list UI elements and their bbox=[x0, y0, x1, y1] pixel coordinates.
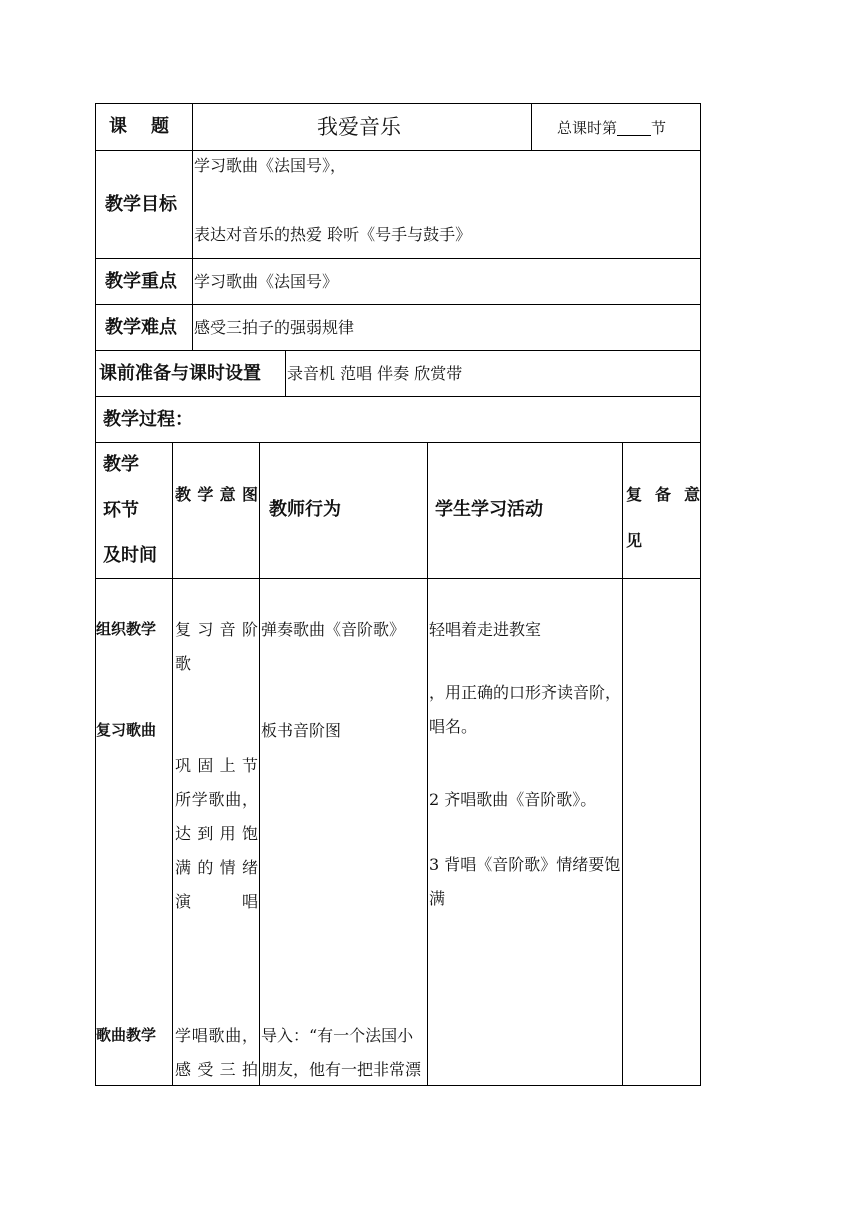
prep-label: 课前准备与课时设置 bbox=[99, 363, 261, 384]
stage-review-song: 复习歌曲 bbox=[96, 721, 157, 739]
difficulty-label: 教学难点 bbox=[105, 317, 177, 338]
col-stage-line-2: 环节 bbox=[103, 500, 139, 521]
intent-2: 巩 固 上 节 所学歌曲，达 到 用 饱 满 的 情 绪 演唱 bbox=[175, 756, 258, 911]
key-point-label: 教学重点 bbox=[105, 271, 177, 292]
row-divider bbox=[95, 304, 701, 305]
difficulty-value: 感受三拍子的强弱规律 bbox=[194, 318, 355, 337]
col-divider bbox=[285, 350, 286, 396]
col-intent: 教 学 意 图 bbox=[175, 485, 258, 504]
row-divider bbox=[95, 258, 701, 259]
col-stage-line-1: 教学 bbox=[103, 454, 139, 475]
col-divider bbox=[172, 442, 173, 1086]
lesson-title: 我爱音乐 bbox=[317, 115, 401, 139]
col-student: 学生学习活动 bbox=[435, 499, 543, 520]
goals-line-1: 学习歌曲《法国号》， bbox=[194, 156, 347, 175]
period-blank[interactable] bbox=[617, 119, 651, 136]
student-4: 3 背唱《音阶歌》情绪要饱满 bbox=[429, 855, 621, 908]
col-divider bbox=[192, 304, 193, 350]
col-divider bbox=[427, 442, 428, 1086]
period-count bbox=[557, 119, 666, 136]
goals-label: 教学目标 bbox=[105, 194, 177, 215]
col-divider bbox=[192, 103, 193, 304]
row-divider bbox=[95, 396, 701, 397]
row-divider bbox=[95, 442, 701, 443]
row-divider bbox=[95, 578, 701, 579]
col-divider bbox=[531, 103, 532, 150]
lesson-plan-table bbox=[95, 103, 701, 1086]
student-2: ，用正确的口形齐读音阶，唱名。 bbox=[429, 683, 622, 736]
teacher-1: 弹奏歌曲《音阶歌》 bbox=[261, 620, 406, 639]
row-divider bbox=[95, 150, 701, 151]
col-divider bbox=[622, 442, 623, 1086]
subject-label: 课 题 bbox=[109, 116, 172, 137]
col-review: 复 备 意 见 bbox=[626, 485, 700, 550]
key-point-value: 学习歌曲《法国号》 bbox=[194, 272, 339, 291]
period-suffix: 节 bbox=[651, 119, 667, 137]
col-divider bbox=[259, 442, 260, 1086]
prep-value: 录音机 范唱 伴奏 欣赏带 bbox=[287, 364, 463, 383]
period-prefix: 总课时第 bbox=[557, 119, 618, 137]
stage-song-teaching: 歌曲教学 bbox=[96, 1026, 157, 1044]
process-label: 教学过程： bbox=[103, 409, 193, 430]
col-stage-line-3: 及时间 bbox=[103, 545, 157, 566]
col-teacher: 教师行为 bbox=[269, 499, 341, 520]
row-divider bbox=[95, 350, 701, 351]
student-3: 2 齐唱歌曲《音阶歌》。 bbox=[429, 790, 597, 809]
teacher-3: 导入：“有一个法国小朋友，他有一把非常漂 bbox=[261, 1026, 422, 1079]
teacher-2: 板书音阶图 bbox=[261, 721, 342, 740]
stage-organize: 组织教学 bbox=[96, 620, 157, 638]
student-1: 轻唱着走进教室 bbox=[429, 620, 542, 639]
goals-line-2: 表达对音乐的热爱 聆听《号手与鼓手》 bbox=[194, 225, 472, 244]
intent-1: 复 习 音 阶 歌 bbox=[175, 620, 258, 673]
intent-3: 学唱歌曲，感 受 三 拍 bbox=[175, 1026, 258, 1079]
